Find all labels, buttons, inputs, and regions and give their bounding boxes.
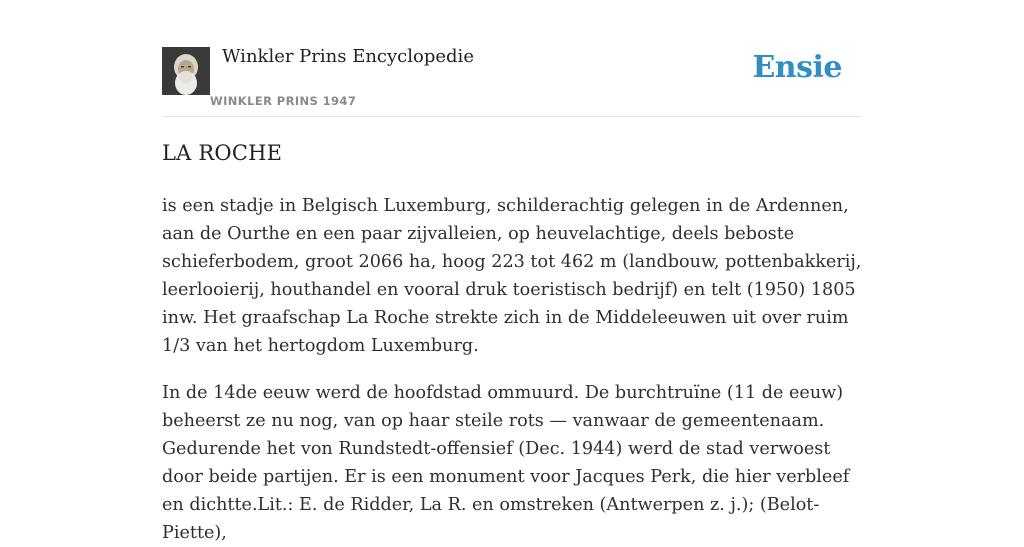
- site-subtitle[interactable]: WINKLER PRINS 1947: [210, 94, 357, 108]
- article-paragraph: In de 14de eeuw werd de hoofdstad ommuurd. De burchtruïne (11 de eeuw) beheerst ze nu nog, van op haar steile rots — vanwaar de gemeentenaam. Gedurende het von Rundstedt-offensief (Dec. 1944) werd de stad verwoest door beide partijen. Er is een monument voor Jacques Perk, die hier verbleef en dichtte.Lit.: E. de Ridder, La R. en omstreken (Antwerpen z. j.); (Belot-Piette),: [162, 383, 850, 543]
- article-paragraph: is een stadje in Belgisch Luxemburg, schilderachtig gelegen in de Ardennen, aan de Ourthe en een paar zijvalleien, op heuvelachtige, deels beboste schieferbodem, groot 2066 ha, hoog 223 tot 462 m (landbouw, pottenbakkerij, leerlooierij, houthandel en vooral druk toeristisch bedrijf) en telt (1950) 1805 inw. Het graafschap La Roche strekte zich in de Middeleeuwen uit over ruim 1/3 van het hertogdom Luxemburg.: [162, 196, 862, 356]
- avatar[interactable]: [162, 47, 210, 95]
- site-title[interactable]: Winkler Prins Encyclopedie: [222, 46, 474, 67]
- ensie-logo[interactable]: Ensie: [752, 50, 842, 85]
- page: [162, 0, 862, 543]
- article-title: LA ROCHE: [162, 141, 283, 165]
- site-header: [162, 0, 862, 117]
- portrait-icon: [162, 47, 210, 95]
